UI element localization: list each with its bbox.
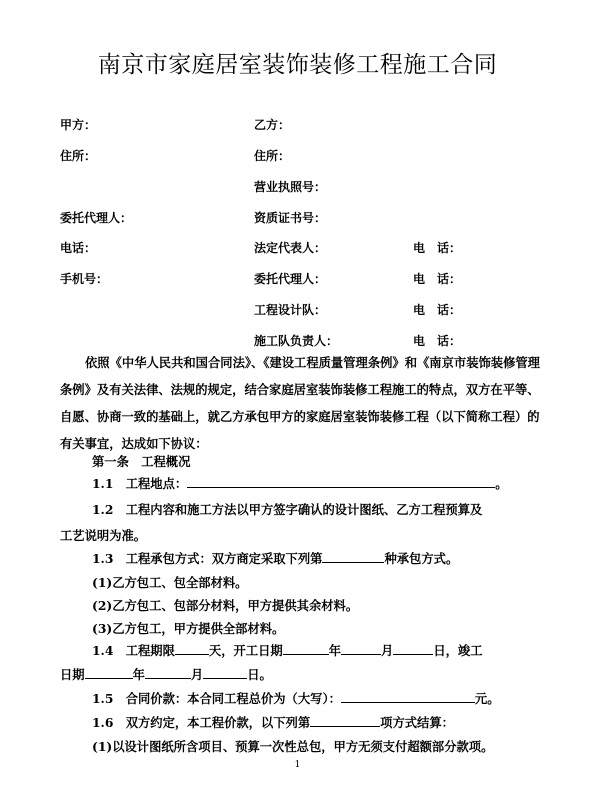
work-location-blank (187, 475, 495, 488)
party-b-agent-phone-label: 电 话： (413, 272, 462, 286)
contract-price-blank (341, 690, 475, 703)
party-b-label: 乙方： (254, 118, 291, 132)
legal-rep-label: 法定代表人： (254, 241, 327, 255)
legal-rep-phone-label: 电 话： (413, 241, 462, 255)
clause-1-1 (92, 474, 508, 492)
preamble-paragraph: 依照《中华人民共和国合同法》、《建设工程质量管理条例》和《南京市装饰装修管理条例》及有关法律、法规的规定，结合家庭居室装饰装修工程施工的特点，双方在平等、自愿、协商一致的基础上，就乙方承包甲方的家庭居室装饰装修工程（以下简称工程）的有关事宜，达成如下协议： (60, 355, 540, 451)
end-month-label: 月 (190, 667, 204, 682)
clause-1-2-line-2: 工艺说明为准。 (60, 528, 147, 543)
end-year-blank (85, 666, 133, 679)
start-date-label: 天，开工日期 (208, 643, 283, 658)
construction-lead-phone-label: 电 话： (413, 334, 462, 348)
construction-lead-label: 施工队负责人： (254, 334, 339, 348)
start-year-blank (283, 642, 329, 655)
clause-1-6-end: 项方式结算： (380, 715, 454, 730)
days-blank (175, 642, 209, 655)
business-license-label: 营业执照号： (254, 180, 327, 194)
clause-1-4-line-2 (60, 665, 272, 683)
clause-1-5-end: 元。 (474, 691, 500, 706)
clause-1-5-text: 1.5 合同价款：本合同工程总价为（大写）： (92, 691, 341, 706)
party-a-label: 甲方： (60, 118, 97, 132)
clause-1-3 (92, 549, 458, 567)
party-b-address-label: 住所： (254, 149, 291, 163)
article-1-heading: 第一条 工程概况 (92, 454, 191, 469)
party-a-mobile-label: 手机号： (60, 272, 109, 286)
end-month-blank (145, 666, 191, 679)
clause-1-1-end: 。 (495, 476, 508, 491)
party-a-address-label: 住所： (60, 149, 97, 163)
clause-1-3-text: 1.3 工程承包方式：双方商定采取下列第 (92, 551, 323, 566)
end-date-label: 日期 (60, 667, 85, 682)
start-day-blank (393, 642, 433, 655)
end-year-label: 年 (132, 667, 145, 682)
start-year-label: 年 (328, 643, 341, 658)
design-team-phone-label: 电 话： (413, 303, 462, 317)
qualification-cert-label: 资质证书号： (254, 211, 327, 225)
party-a-agent-label: 委托代理人： (60, 211, 133, 225)
start-day-label: 日，竣工 (433, 643, 483, 658)
page-title: 南京市家庭居室装饰装修工程施工合同 (97, 52, 498, 78)
clause-1-3-end: 种承包方式。 (384, 551, 459, 566)
clause-1-2-line-1: 1.2 工程内容和施工方法以甲方签字确认的设计图纸、乙方工程预算及 (92, 502, 483, 517)
option-2: (2)乙方包工、包部分材料，甲方提供其余材料。 (92, 598, 359, 613)
settlement-method-blank (310, 714, 380, 727)
start-month-label: 月 (381, 643, 394, 658)
start-month-blank (341, 642, 381, 655)
clause-1-4-line-1 (92, 641, 483, 659)
clause-1-1-label: 1.1 工程地点： (92, 476, 188, 491)
option-3: (3)乙方包工，甲方提供全部材料。 (92, 621, 285, 636)
clause-1-6-option-1: (1)以设计图纸所含项目、预算一次性总包，甲方无须支付超额部分款项。 (92, 739, 494, 754)
page-number: 1 (294, 760, 301, 770)
clause-1-6 (92, 713, 454, 731)
design-team-label: 工程设计队： (254, 303, 327, 317)
clause-1-6-text: 1.6 双方约定，本工程价款，以下列第 (92, 715, 311, 730)
end-day-label: 日。 (247, 667, 272, 682)
party-a-phone-label: 电话： (60, 241, 97, 255)
contract-mode-blank (322, 550, 384, 563)
end-day-blank (203, 666, 247, 679)
option-1: (1)乙方包工、包全部材料。 (92, 575, 248, 590)
clause-1-5 (92, 689, 500, 707)
parties-info (0, 0, 595, 348)
clause-1-4-text: 1.4 工程期限 (92, 643, 175, 658)
party-b-agent-label: 委托代理人： (254, 272, 327, 286)
